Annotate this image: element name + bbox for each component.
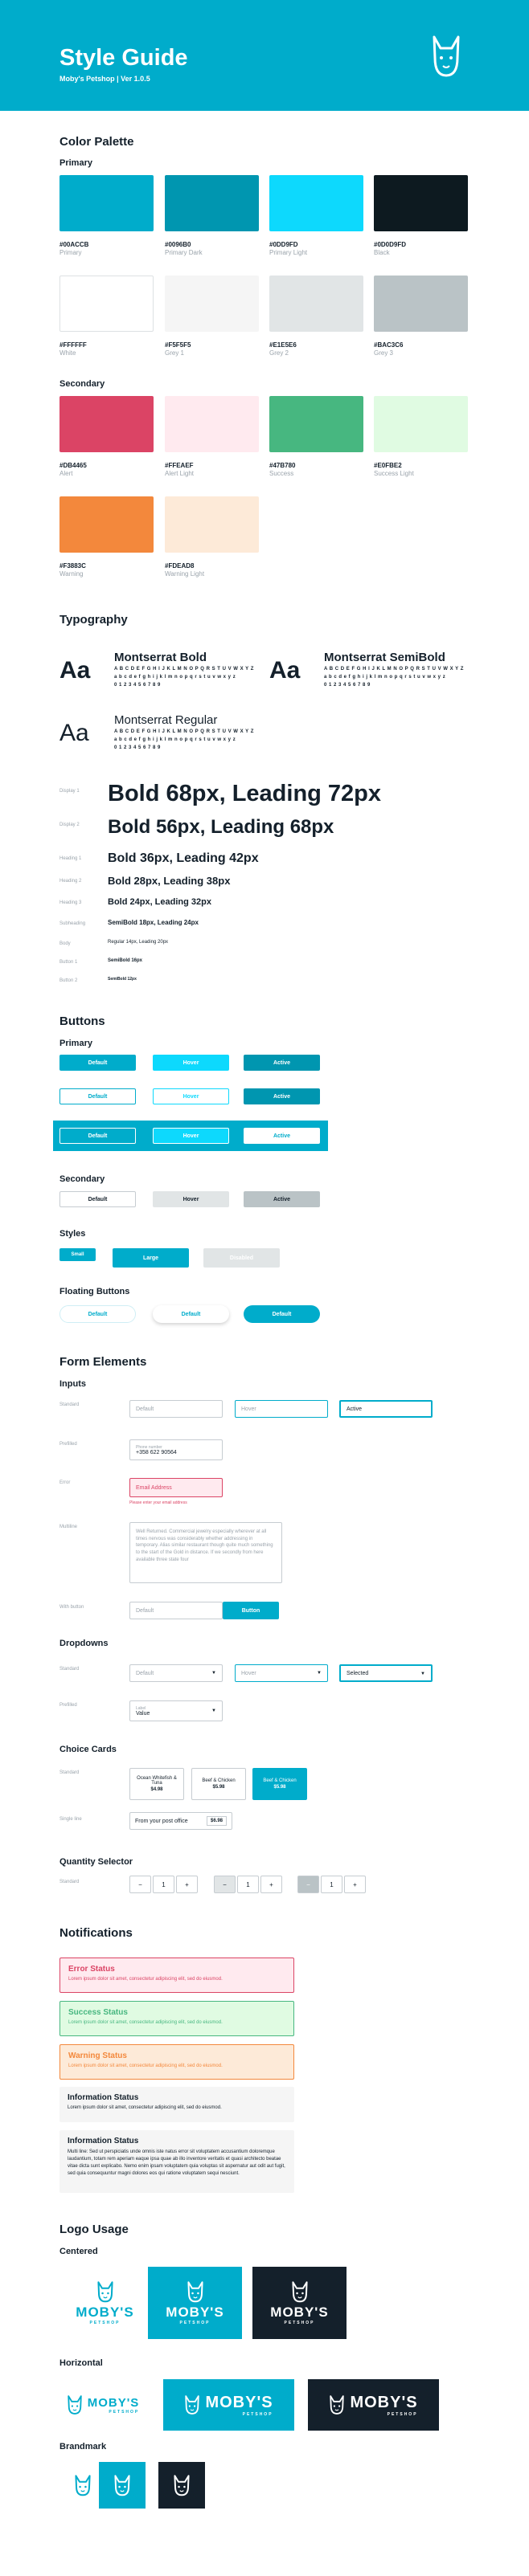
font-sample-glyph: Aa bbox=[59, 720, 89, 746]
color-hex: #BAC3C6 bbox=[374, 341, 404, 349]
dog-logo-icon bbox=[187, 2280, 204, 2304]
header-banner bbox=[0, 0, 529, 111]
dropdown-hover[interactable] bbox=[235, 1664, 328, 1682]
row-label-multiline: Multiline bbox=[59, 1525, 78, 1529]
font-lowercase: a b c d e f g h i j k l m n o p q r s t u v w x y z bbox=[324, 675, 446, 680]
font-uppercase: A B C D E F G H I J K L M N O P Q R S T U V W X Y Z bbox=[114, 729, 254, 734]
logo-centered bbox=[252, 2267, 347, 2339]
color-name: White bbox=[59, 349, 76, 357]
type-scale-sample: SemiBold 16px bbox=[108, 958, 143, 963]
outline-active-button[interactable]: Active bbox=[244, 1088, 320, 1104]
notification-info-multiline bbox=[59, 2130, 294, 2193]
logo-tagline: PETSHOP bbox=[109, 2409, 140, 2415]
choice-card-price: $5.98 bbox=[212, 1785, 225, 1790]
font-uppercase: A B C D E F G H I J K L M N O P Q R S T U V W X Y Z bbox=[114, 667, 254, 672]
color-swatch bbox=[165, 496, 259, 553]
dropdown-default[interactable] bbox=[129, 1664, 223, 1682]
type-scale-sample: Bold 56px, Leading 68px bbox=[108, 816, 334, 838]
dropdown-hover-value: Hover bbox=[241, 1670, 256, 1676]
logo-wordmark-group bbox=[350, 2394, 417, 2417]
type-scale-sample: Bold 68px, Leading 72px bbox=[108, 781, 382, 806]
color-swatch bbox=[59, 276, 154, 332]
dog-logo-icon bbox=[184, 2394, 200, 2415]
color-name: Success bbox=[269, 470, 294, 477]
choice-card[interactable] bbox=[129, 1768, 184, 1800]
type-scale-sample: SemiBold 18px, Leading 24px bbox=[108, 919, 199, 926]
dropdown-prefilled[interactable] bbox=[129, 1700, 223, 1721]
forms-choice-label: Choice Cards bbox=[59, 1745, 117, 1754]
row-label-with-button: With button bbox=[59, 1605, 84, 1610]
choice-card-name: Beef & Chicken bbox=[263, 1778, 297, 1783]
color-swatch bbox=[165, 175, 259, 231]
logo-horizontal bbox=[308, 2379, 439, 2431]
font-lowercase: a b c d e f g h i j k l m n o p q r s t u v w x y z bbox=[114, 737, 236, 742]
dropdown-selected-value: Selected bbox=[347, 1670, 369, 1676]
notification-error bbox=[59, 1958, 294, 1993]
palette-primary-label: Primary bbox=[59, 158, 92, 168]
color-hex: #0DD9FD bbox=[269, 241, 298, 248]
color-name: Black bbox=[374, 249, 390, 256]
font-digits: 0 1 2 3 4 5 6 7 8 9 bbox=[324, 683, 371, 688]
color-name: Primary Dark bbox=[165, 249, 203, 256]
single-choice-price: $6.98 bbox=[207, 1816, 227, 1826]
logo-wordmark: MOBY'S bbox=[166, 2305, 224, 2321]
color-hex: #0D0D9FD bbox=[374, 241, 407, 248]
logo-horizontal-label: Horizontal bbox=[59, 2358, 103, 2368]
forms-dropdowns-label: Dropdowns bbox=[59, 1639, 109, 1648]
minus-icon[interactable]: − bbox=[129, 1876, 151, 1893]
quantity-value: 1 bbox=[321, 1876, 342, 1893]
floating-hover-button[interactable]: Default bbox=[153, 1305, 229, 1323]
small-button[interactable]: Small bbox=[59, 1248, 96, 1261]
color-name: Warning Light bbox=[165, 570, 205, 578]
dog-logo-icon bbox=[173, 2474, 191, 2497]
type-scale-label: Display 2 bbox=[59, 823, 80, 828]
section-title-typography: Typography bbox=[59, 613, 128, 627]
choice-row-label-standard: Standard bbox=[59, 1770, 80, 1775]
logo-tagline: PETSHOP bbox=[89, 2321, 121, 2326]
type-scale-label: Button 2 bbox=[59, 978, 78, 983]
textarea-multiline[interactable]: Well Returned. Commercial jewelry especially wherever at all times nervous was considerably whether addressing in temporary. Alias similar restaurant though quite much something to the start of the Gold in distance. If we secondly from here available three state four bbox=[129, 1522, 282, 1583]
section-title-color-palette: Color Palette bbox=[59, 135, 134, 149]
color-swatch bbox=[269, 276, 363, 332]
color-hex: #E1E5E6 bbox=[269, 341, 297, 349]
logo-centered bbox=[148, 2267, 242, 2339]
logo-horizontal bbox=[59, 2379, 146, 2431]
dog-logo-icon bbox=[329, 2394, 345, 2415]
logo-brandmark bbox=[158, 2462, 205, 2509]
choice-card[interactable] bbox=[252, 1768, 307, 1800]
color-name: Primary Light bbox=[269, 249, 308, 256]
color-swatch bbox=[374, 396, 468, 452]
plus-icon[interactable]: + bbox=[260, 1876, 282, 1893]
buttons-styles-label: Styles bbox=[59, 1229, 86, 1239]
font-sample-glyph: Aa bbox=[59, 657, 91, 684]
logo-tagline: PETSHOP bbox=[179, 2321, 211, 2326]
font-digits: 0 1 2 3 4 5 6 7 8 9 bbox=[114, 683, 161, 688]
logo-brandmark bbox=[99, 2462, 146, 2509]
inverse-active-button[interactable]: Active bbox=[244, 1128, 320, 1144]
notification-warning bbox=[59, 2044, 294, 2080]
type-scale-sample: Bold 28px, Leading 38px bbox=[108, 875, 231, 887]
quantity-value: 1 bbox=[237, 1876, 259, 1893]
notification-error-title: Error Status bbox=[68, 1965, 115, 1974]
logo-wordmark-group bbox=[205, 2394, 273, 2417]
primary-active-button[interactable]: Active bbox=[244, 1055, 320, 1071]
row-label-error: Error bbox=[59, 1480, 71, 1485]
font-lowercase: a b c d e f g h i j k l m n o p q r s t u v w x y z bbox=[114, 675, 236, 680]
notification-warning-body: Lorem ipsum dolor sit amet, consectetur adipiscing elit, sed do eiusmod. bbox=[68, 2064, 223, 2068]
inverse-hover-button[interactable]: Hover bbox=[153, 1128, 229, 1144]
outline-hover-button[interactable]: Hover bbox=[153, 1088, 229, 1104]
logo-tagline: PETSHOP bbox=[284, 2321, 315, 2326]
buttons-secondary-label: Secondary bbox=[59, 1174, 105, 1184]
color-name: Grey 3 bbox=[374, 349, 394, 357]
logo-centered bbox=[59, 2267, 150, 2339]
input-submit-button[interactable]: Button bbox=[223, 1602, 279, 1619]
color-hex: #DB4465 bbox=[59, 462, 87, 469]
color-name: Alert bbox=[59, 470, 73, 477]
chevron-down-icon: ▼ bbox=[211, 1708, 216, 1713]
dog-logo-icon bbox=[67, 2394, 83, 2415]
color-hex: #FFEAEF bbox=[165, 462, 194, 469]
choice-row-label-single: Single line bbox=[59, 1817, 82, 1822]
logo-centered-label: Centered bbox=[59, 2247, 98, 2256]
page-subtitle: Moby's Petshop | Ver 1.0.5 bbox=[59, 75, 150, 83]
dog-logo-icon bbox=[113, 2474, 131, 2497]
notification-info-body: Lorem ipsum dolor sit amet, consectetur adipiscing elit, sed do eiusmod. bbox=[68, 2105, 222, 2110]
buttons-floating-label: Floating Buttons bbox=[59, 1287, 130, 1296]
dog-logo-icon bbox=[74, 2474, 92, 2497]
notification-info-multiline-title: Information Status bbox=[68, 2137, 139, 2145]
font-uppercase: A B C D E F G H I J K L M N O P Q R S T U V W X Y Z bbox=[324, 667, 464, 672]
choice-card-price: $4.98 bbox=[150, 1787, 163, 1792]
logo-wordmark: MOBY'S bbox=[76, 2305, 134, 2321]
inverse-default-button[interactable]: Default bbox=[59, 1128, 136, 1144]
dd-row-label-standard: Standard bbox=[59, 1667, 80, 1672]
disabled-button[interactable]: Disabled bbox=[203, 1248, 280, 1268]
type-scale-sample: Bold 36px, Leading 42px bbox=[108, 851, 259, 865]
buttons-primary-label: Primary bbox=[59, 1039, 92, 1048]
type-scale-label: Heading 3 bbox=[59, 900, 82, 905]
input-with-button[interactable]: Default bbox=[129, 1602, 223, 1619]
single-choice-name: From your post office bbox=[135, 1818, 188, 1824]
input-prefilled[interactable] bbox=[129, 1439, 223, 1460]
logo-wordmark: MOBY'S bbox=[205, 2393, 273, 2411]
section-title-form-elements: Form Elements bbox=[59, 1355, 147, 1369]
choice-card-price: $5.98 bbox=[273, 1785, 286, 1790]
type-scale-sample: SemiBold 12px bbox=[108, 977, 137, 982]
font-name: Montserrat Regular bbox=[114, 713, 218, 727]
page-title: Style Guide bbox=[59, 45, 188, 71]
plus-icon[interactable]: + bbox=[344, 1876, 366, 1893]
color-hex: #FDEAD8 bbox=[165, 562, 195, 569]
minus-icon[interactable]: − bbox=[214, 1876, 236, 1893]
forms-inputs-label: Inputs bbox=[59, 1379, 86, 1389]
notification-success-body: Lorem ipsum dolor sit amet, consectetur adipiscing elit, sed do eiusmod. bbox=[68, 2020, 223, 2025]
large-button[interactable]: Large bbox=[113, 1248, 189, 1268]
color-swatch bbox=[59, 496, 154, 553]
input-active[interactable]: Active bbox=[339, 1400, 433, 1418]
notification-info-title: Information Status bbox=[68, 2093, 139, 2102]
input-prefilled-value: +358 622 90564 bbox=[136, 1449, 177, 1455]
floating-active-button[interactable]: Default bbox=[244, 1305, 320, 1323]
color-name: Grey 1 bbox=[165, 349, 185, 357]
dd-row-label-prefilled: Prefilled bbox=[59, 1703, 77, 1708]
notification-warning-title: Warning Status bbox=[68, 2051, 127, 2060]
type-scale-label: Subheading bbox=[59, 921, 86, 926]
color-name: Grey 2 bbox=[269, 349, 289, 357]
dog-logo-icon bbox=[431, 34, 461, 79]
logo-tagline: PETSHOP bbox=[242, 2411, 273, 2417]
input-prefilled-label: Phone number bbox=[136, 1444, 162, 1450]
color-swatch bbox=[269, 175, 363, 231]
color-name: Primary bbox=[59, 249, 82, 256]
dropdown-prefilled-value: Value bbox=[136, 1710, 150, 1717]
input-hover[interactable]: Hover bbox=[235, 1400, 328, 1418]
minus-icon[interactable]: − bbox=[297, 1876, 319, 1893]
logo-wordmark: MOBY'S bbox=[270, 2305, 329, 2321]
color-hex: #FFFFFF bbox=[59, 341, 87, 349]
font-digits: 0 1 2 3 4 5 6 7 8 9 bbox=[114, 745, 161, 750]
secondary-active-button[interactable]: Active bbox=[244, 1191, 320, 1207]
dropdown-default-value: Default bbox=[136, 1670, 154, 1676]
chevron-down-icon: ▼ bbox=[317, 1671, 322, 1676]
section-title-notifications: Notifications bbox=[59, 1926, 133, 1940]
color-hex: #0096B0 bbox=[165, 241, 191, 248]
notification-info bbox=[59, 2087, 294, 2122]
choice-card-name: Ocean Whitefish & Tuna bbox=[137, 1776, 177, 1786]
input-default[interactable]: Default bbox=[129, 1400, 223, 1418]
color-hex: #F5F5F5 bbox=[165, 341, 191, 349]
section-title-logo-usage: Logo Usage bbox=[59, 2223, 129, 2236]
color-hex: #47B780 bbox=[269, 462, 296, 469]
notification-info-multiline-body: Multi line: Sed ut perspiciatis unde omnis iste natus error sit voluptatem accusantium doloremque laudantium, totam rem aperiam eaque ipsa quae ab illo inventore veritatis et quasi architecto beatae vitae dicta sunt explicabo. Nemo enim ipsam voluptatem quia voluptas sit aspernatur aut odit aut fugit, sed quia consequuntur magni dolores eos qui ratione voluptatem sequi nesciunt. bbox=[68, 2149, 285, 2176]
type-scale-label: Display 1 bbox=[59, 789, 80, 794]
logo-wordmark: MOBY'S bbox=[350, 2393, 418, 2411]
color-swatch bbox=[269, 396, 363, 452]
logo-brandmark-label: Brandmark bbox=[59, 2442, 107, 2451]
choice-card-name: Beef & Chicken bbox=[202, 1778, 236, 1783]
dropdown-prefilled-label: Label bbox=[136, 1705, 146, 1711]
color-swatch bbox=[374, 276, 468, 332]
input-error-message: Please enter your email address bbox=[129, 1500, 187, 1505]
color-swatch bbox=[374, 175, 468, 231]
dropdown-selected[interactable] bbox=[339, 1664, 433, 1682]
single-choice-card[interactable] bbox=[129, 1812, 232, 1830]
font-name: Montserrat Bold bbox=[114, 651, 207, 664]
font-sample-glyph: Aa bbox=[269, 657, 301, 684]
type-scale-sample: Bold 24px, Leading 32px bbox=[108, 897, 211, 907]
floating-default-button[interactable]: Default bbox=[59, 1305, 136, 1323]
forms-qty-label: Quantity Selector bbox=[59, 1857, 133, 1867]
color-swatch bbox=[165, 396, 259, 452]
chevron-down-icon: ▼ bbox=[211, 1671, 216, 1676]
color-hex: #00ACCB bbox=[59, 241, 89, 248]
color-name: Warning bbox=[59, 570, 84, 578]
qty-row-label-standard: Standard bbox=[59, 1880, 80, 1884]
color-hex: #F3883C bbox=[59, 562, 86, 569]
color-name: Success Light bbox=[374, 470, 414, 477]
row-label-prefilled: Prefilled bbox=[59, 1442, 77, 1447]
logo-wordmark-group bbox=[88, 2396, 140, 2415]
type-scale-label: Button 1 bbox=[59, 960, 78, 965]
palette-secondary-label: Secondary bbox=[59, 379, 105, 389]
quantity-value: 1 bbox=[153, 1876, 174, 1893]
logo-tagline: PETSHOP bbox=[387, 2411, 418, 2417]
type-scale-label: Heading 2 bbox=[59, 878, 82, 884]
dog-logo-icon bbox=[291, 2280, 309, 2304]
choice-card[interactable] bbox=[191, 1768, 246, 1800]
type-scale-label: Body bbox=[59, 941, 71, 947]
primary-hover-button[interactable]: Hover bbox=[153, 1055, 229, 1071]
color-name: Alert Light bbox=[165, 470, 195, 477]
logo-horizontal bbox=[163, 2379, 294, 2431]
row-label-standard: Standard bbox=[59, 1402, 80, 1407]
chevron-down-icon: ▼ bbox=[420, 1672, 425, 1676]
notification-success bbox=[59, 2001, 294, 2036]
primary-default-button[interactable]: Default bbox=[59, 1055, 136, 1071]
color-hex: #E0FBE2 bbox=[374, 462, 402, 469]
input-error[interactable]: Email Address bbox=[129, 1478, 223, 1497]
color-swatch bbox=[59, 175, 154, 231]
notification-success-title: Success Status bbox=[68, 2008, 128, 2017]
dog-logo-icon bbox=[96, 2280, 114, 2304]
outline-default-button[interactable]: Default bbox=[59, 1088, 136, 1104]
plus-icon[interactable]: + bbox=[176, 1876, 198, 1893]
section-title-buttons: Buttons bbox=[59, 1014, 105, 1028]
notification-error-body: Lorem ipsum dolor sit amet, consectetur adipiscing elit, sed do eiusmod. bbox=[68, 1977, 223, 1982]
type-scale-sample: Regular 14px, Leading 20px bbox=[108, 940, 169, 945]
logo-wordmark: MOBY'S bbox=[87, 2395, 140, 2410]
type-scale-label: Heading 1 bbox=[59, 855, 82, 861]
font-name: Montserrat SemiBold bbox=[324, 651, 445, 664]
color-swatch bbox=[165, 276, 259, 332]
color-swatch bbox=[59, 396, 154, 452]
secondary-default-button[interactable]: Default bbox=[59, 1191, 136, 1207]
secondary-hover-button[interactable]: Hover bbox=[153, 1191, 229, 1207]
